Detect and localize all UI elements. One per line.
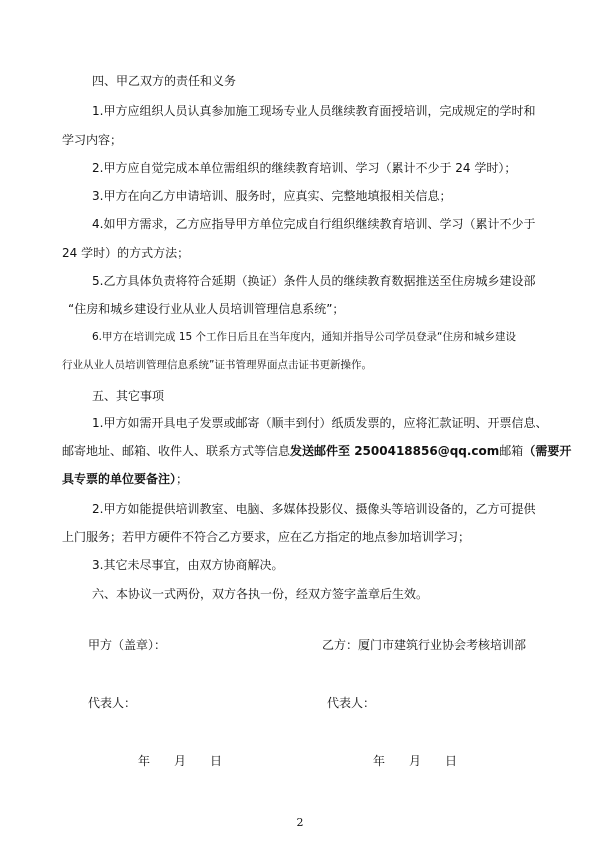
s4-item5-line1: 5.乙方具体负责将符合延期（换证）条件人员的继续教育数据推送至住房城乡建设部 <box>92 274 536 288</box>
party-a-seal-label: 甲方（盖章）： <box>88 638 167 652</box>
special-invoice-note-start: （需要开 <box>523 444 572 458</box>
s5-item1-line2-plain2: 邮箱 <box>499 444 524 458</box>
s4-item1-line1: 1.甲方应组织人员认真参加施工现场专业人员继续教育面授培训，完成规定的学时和 <box>92 104 536 118</box>
s5-item1-line1: 1.甲方如需开具电子发票或邮寄（顺丰到付）纸质发票的，应将汇款证明、开票信息、 <box>92 416 548 430</box>
section-5-title: 五、其它事项 <box>92 389 165 403</box>
s4-item1-line2: 学习内容； <box>62 133 123 147</box>
s5-item1-line3 <box>62 470 188 487</box>
s4-item4-line1: 4.如甲方需求，乙方应指导甲方单位完成自行组织继续教育培训、学习（累计不少于 <box>92 217 536 231</box>
s4-item4-line2: 24 学时）的方式方法； <box>62 246 190 260</box>
s4-item2: 2.甲方应自觉完成本单位需组织的继续教育培训、学习（累计不少于 24 学时）； <box>92 161 517 175</box>
s5-item1-line2-plain: 邮寄地址、邮箱、收件人、联系方式等信息 <box>62 444 291 458</box>
s5-item2-line1: 2.甲方如能提供培训教室、电脑、多媒体投影仪、摄像头等培训设备的，乙方可提供 <box>92 502 536 516</box>
party-b-date: 年 月 日 <box>373 754 458 768</box>
page-number: 2 <box>296 816 304 829</box>
section-4-title: 四、甲乙双方的责任和义务 <box>92 74 237 88</box>
s5-item3: 3.其它未尽事宜，由双方协商解决。 <box>92 558 284 572</box>
party-a-representative-label: 代表人： <box>88 696 137 710</box>
s4-item6-line1: 6.甲方在培训完成 15 个工作日后且在当年度内，通知并指导公司学员登录“住房和城乡建设 <box>92 331 516 343</box>
party-b-label: 乙方：厦门市建筑行业协会考核培训部 <box>322 638 527 652</box>
s4-item3: 3.甲方在向乙方申请培训、服务时，应真实、完整地填报相关信息； <box>92 189 452 203</box>
special-invoice-note-end: 具专票的单位要备注） <box>62 472 177 486</box>
party-b-representative-label: 代表人： <box>327 696 376 710</box>
s4-item5-line2: “住房和城乡建设行业从业人员培训管理信息系统”； <box>68 302 345 316</box>
party-a-date: 年 月 日 <box>138 754 223 768</box>
section-6-title: 六、本协议一式两份，双方各执一份，经双方签字盖章后生效。 <box>92 587 429 601</box>
s5-item1-line3-plain: ； <box>176 472 189 486</box>
s5-item2-line2: 上门服务；若甲方硬件不符合乙方要求，应在乙方指定的地点参加培训学习； <box>62 530 471 544</box>
s4-item6-line2: 行业从业人员培训管理信息系统”证书管理界面点击证书更新操作。 <box>62 359 372 371</box>
s5-item1-line2 <box>62 442 571 459</box>
email-send-instruction: 发送邮件至 2500418856@qq.com <box>290 444 500 458</box>
